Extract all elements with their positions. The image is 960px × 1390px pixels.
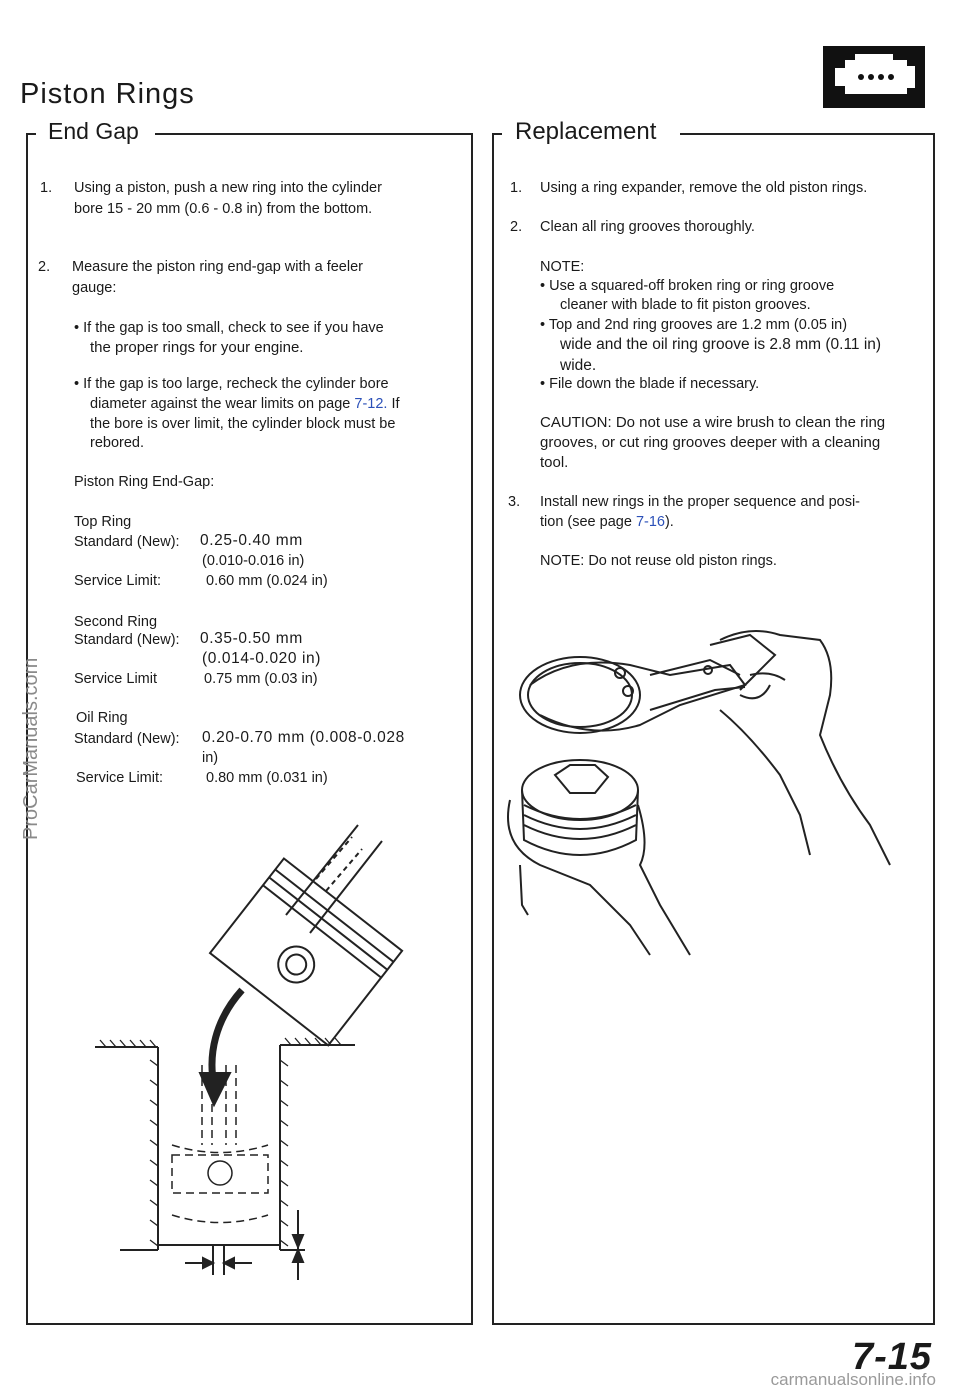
note-text: wide. bbox=[560, 357, 597, 374]
step-text-part: ). bbox=[664, 514, 674, 530]
bullet-text bbox=[90, 394, 400, 414]
spec-label: Service Limit bbox=[74, 671, 157, 687]
bullet-text: the bore is over limit, the cylinder block must be bbox=[90, 416, 396, 432]
step-text-part: tion (see page bbox=[540, 514, 636, 530]
step-text: Clean all ring grooves thoroughly. bbox=[540, 219, 755, 235]
step-text: Using a piston, push a new ring into the cylinder bbox=[74, 180, 382, 196]
section-heading-replacement: Replacement bbox=[505, 118, 666, 146]
section-heading-end-gap: End Gap bbox=[38, 118, 149, 145]
spec-value: in) bbox=[202, 750, 219, 766]
spec-label: Standard (New): bbox=[74, 731, 180, 747]
note-label: NOTE: bbox=[540, 259, 585, 275]
page-link-7-16[interactable]: 7-16 bbox=[635, 514, 665, 530]
bullet-text: • If the gap is too small, check to see if you have bbox=[74, 320, 384, 336]
caution-text: CAUTION: Do not use a wire brush to clean the ring bbox=[540, 414, 886, 431]
bullet-text: the proper rings for your engine. bbox=[90, 339, 304, 356]
ring-label: Second Ring bbox=[74, 614, 158, 630]
step-text: bore 15 - 20 mm (0.6 - 0.8 in) from the bottom. bbox=[74, 201, 373, 217]
bullet-text-part: diameter against the wear limits on page bbox=[90, 396, 355, 412]
page-number: 7-15 bbox=[851, 1336, 932, 1378]
note-text: wide and the oil ring groove is 2.8 mm (0.11 in) bbox=[560, 336, 882, 353]
bullet-text-part: If bbox=[387, 396, 400, 412]
spec-value: 0.60 mm (0.024 in) bbox=[206, 573, 328, 589]
step-text: Using a ring expander, remove the old piston rings. bbox=[540, 180, 868, 196]
step-text bbox=[540, 512, 674, 532]
caution-text: grooves, or cut ring grooves deeper with a cleaning bbox=[540, 434, 881, 451]
step-number: 3. bbox=[508, 494, 521, 510]
ring-label: Top Ring bbox=[74, 514, 132, 530]
spec-heading: Piston Ring End-Gap: bbox=[74, 474, 215, 490]
note-text: NOTE: Do not reuse old piston rings. bbox=[540, 553, 777, 569]
ring-expander-illustration bbox=[500, 615, 920, 995]
step-text: Install new rings in the proper sequence and posi- bbox=[540, 494, 860, 510]
ring-label: Oil Ring bbox=[76, 710, 128, 726]
step-number: 1. bbox=[510, 180, 523, 196]
note-text: cleaner with blade to fit piston grooves. bbox=[560, 297, 811, 313]
spec-value: (0.014-0.020 in) bbox=[202, 650, 322, 667]
note-text: • File down the blade if necessary. bbox=[540, 376, 760, 392]
spec-label: Standard (New): bbox=[74, 632, 180, 648]
side-watermark: ProCarManuals.com bbox=[20, 657, 42, 840]
spec-value: 0.80 mm (0.031 in) bbox=[206, 770, 328, 786]
bullet-text: rebored. bbox=[90, 435, 145, 451]
spec-label: Service Limit: bbox=[76, 770, 164, 786]
spec-value: 0.20-0.70 mm (0.008-0.028 bbox=[202, 729, 405, 746]
spec-value: (0.010-0.016 in) bbox=[202, 553, 305, 569]
piston-insertion-illustration bbox=[80, 815, 460, 1295]
bullet-text: • If the gap is too large, recheck the cylinder bore bbox=[74, 376, 389, 392]
spec-value: 0.75 mm (0.03 in) bbox=[204, 671, 318, 687]
spec-value: 0.35-0.50 mm bbox=[200, 630, 303, 647]
step-text: gauge: bbox=[72, 280, 117, 296]
engine-section-icon bbox=[823, 46, 925, 108]
spec-value: 0.25-0.40 mm bbox=[200, 532, 303, 549]
step-number: 2. bbox=[510, 219, 523, 235]
note-text: • Top and 2nd ring grooves are 1.2 mm (0.05 in) bbox=[540, 317, 848, 333]
step-number: 1. bbox=[40, 180, 53, 196]
page-title: Piston Rings bbox=[20, 78, 195, 110]
caution-text: tool. bbox=[540, 454, 569, 471]
page-link-7-12[interactable]: 7-12. bbox=[354, 396, 388, 412]
note-text: • Use a squared-off broken ring or ring groove bbox=[540, 278, 835, 294]
spec-label: Standard (New): bbox=[74, 534, 180, 550]
step-text: Measure the piston ring end-gap with a feeler bbox=[72, 259, 363, 275]
spec-label: Service Limit: bbox=[74, 573, 162, 589]
footer-watermark: carmanualsonline.info bbox=[770, 1370, 936, 1389]
step-number: 2. bbox=[38, 259, 51, 275]
